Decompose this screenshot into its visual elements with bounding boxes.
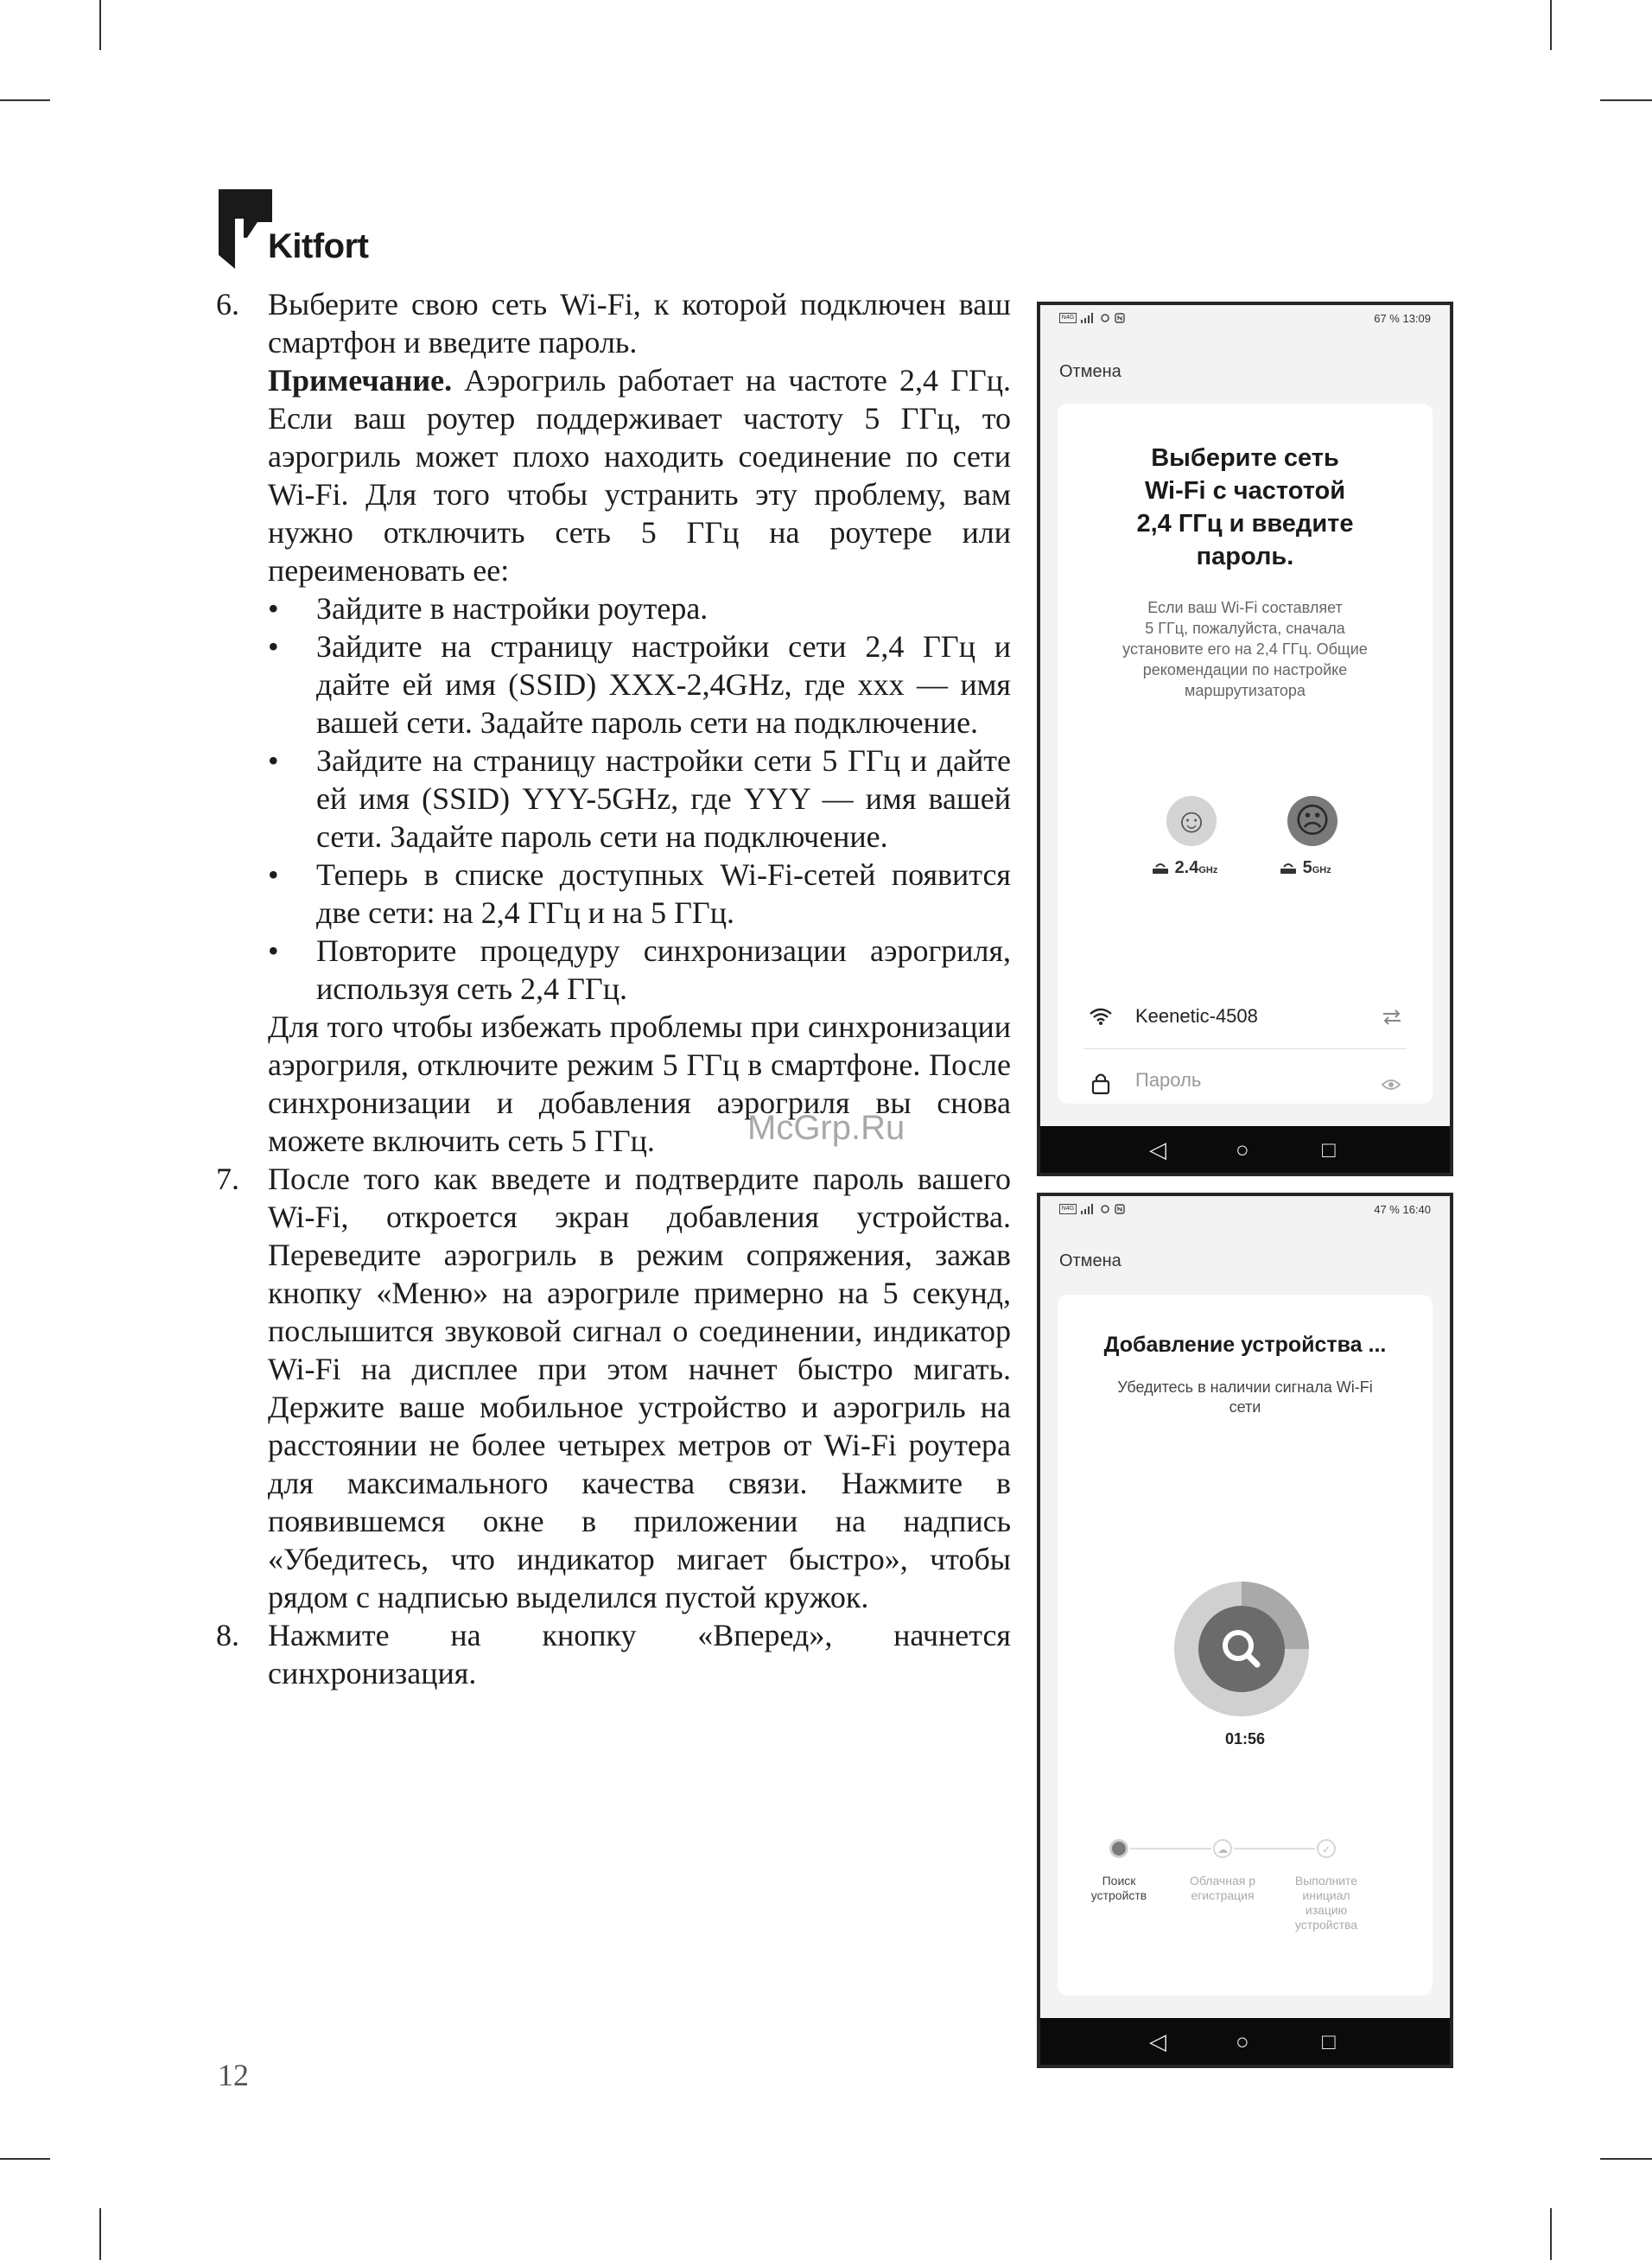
step-label-line: Поиск	[1102, 1874, 1136, 1888]
logo-text: Kitfort	[268, 227, 369, 265]
card-title-line: 2,4 ГГц и введите	[1136, 510, 1354, 538]
bullet-list	[268, 589, 1011, 1008]
pairing-steps	[1090, 1837, 1381, 1932]
add-device-card	[1058, 1295, 1433, 1996]
home-button[interactable]: ○	[1236, 2028, 1249, 2054]
phone-screenshot-wifi-select	[1037, 302, 1453, 1176]
bullet-text: Повторите процедуру синхронизации аэрогриля, используя сеть 2,4 ГГц.	[316, 933, 1011, 1006]
list-item	[268, 856, 1011, 932]
bullet-text: Теперь в списке доступных Wi-Fi-сетей появится две сети: на 2,4 ГГц и на 5 ГГц.	[316, 857, 1011, 930]
band-5ghz	[1279, 858, 1331, 878]
card-title: Добавление устройства ...	[1103, 1333, 1387, 1357]
bullet-mark: •	[268, 857, 279, 892]
nav-bar	[1040, 1126, 1450, 1173]
card-subtitle	[1092, 1378, 1398, 1417]
bullet-mark: •	[268, 743, 279, 778]
status-battery-time: 47 % 16:40	[1374, 1203, 1431, 1216]
band-24ghz	[1151, 858, 1217, 878]
step-label	[1283, 1874, 1369, 1932]
subtitle-line: Если ваш Wi-Fi составляет	[1147, 599, 1343, 616]
bullet-text: Зайдите на страницу настройки сети 2,4 ГГц и дайте ей имя (SSID) XXX-2,4GHz, где xxx — имя вашей сети. Задайте пароль сети на подключение.	[316, 629, 1011, 740]
status-battery-time: 67 % 13:09	[1374, 312, 1431, 325]
step-label-line: инициал	[1302, 1888, 1350, 1902]
subtitle-line: Убедитесь в наличии сигнала Wi-Fi	[1117, 1378, 1373, 1396]
band-value: 5	[1302, 858, 1312, 877]
recent-apps-button[interactable]: □	[1322, 2028, 1336, 2054]
step-connector	[1130, 1848, 1211, 1849]
step-outro: Для того чтобы избежать проблемы при синхронизации аэрогриля, отключите режим 5 ГГц в смартфоне. После синхронизации и добавления аэрогриля вы снова можете включить сеть 5 ГГц.	[268, 1009, 1011, 1158]
step-6	[216, 285, 1011, 1160]
step-connector	[1234, 1848, 1315, 1849]
cancel-button[interactable]: Отмена	[1059, 1251, 1121, 1270]
card-title-line: Wi-Fi с частотой	[1144, 477, 1346, 505]
lock-icon	[1090, 1071, 1111, 1095]
eye-icon[interactable]	[1381, 1078, 1401, 1092]
step-8	[216, 1616, 1011, 1692]
wifi-network-name: Keenetic-4508	[1135, 1005, 1258, 1027]
card-title-line: Выберите сеть	[1151, 444, 1339, 472]
page-number: 12	[218, 2058, 249, 2092]
bullet-mark: •	[268, 591, 279, 626]
watermark: McGrp.Ru	[747, 1109, 905, 1147]
list-item	[268, 742, 1011, 856]
crop-mark	[1600, 99, 1652, 101]
status-icons-left	[1059, 313, 1125, 323]
step-dot-active	[1109, 1839, 1128, 1858]
step-label-line: устройств	[1090, 1888, 1147, 1902]
step-number: 7.	[216, 1162, 239, 1196]
band-value: 2.4	[1174, 858, 1199, 877]
password-field	[1083, 1066, 1407, 1109]
card-subtitle	[1101, 597, 1389, 701]
back-button[interactable]: ◁	[1149, 2028, 1166, 2054]
subtitle-line: сети	[1229, 1398, 1261, 1416]
cancel-button[interactable]: Отмена	[1059, 362, 1121, 381]
band-unit: GHz	[1312, 865, 1331, 875]
step-7	[216, 1160, 1011, 1616]
subtitle-line: 5 ГГц, пожалуйста, сначала	[1145, 620, 1345, 637]
home-button[interactable]: ○	[1236, 1136, 1249, 1162]
search-spinner	[1174, 1582, 1309, 1716]
wifi-icon	[1089, 1007, 1113, 1026]
note-paragraph	[268, 361, 1011, 589]
step-label-line: устройства	[1294, 1918, 1358, 1932]
step-label-line: Выполните	[1294, 1874, 1358, 1888]
status-icons-left	[1059, 1204, 1125, 1214]
sad-face-icon: ☹	[1287, 796, 1337, 846]
subtitle-line: маршрутизатора	[1185, 682, 1306, 699]
signal-icon	[1080, 313, 1096, 323]
subtitle-line: рекомендации по настройке	[1142, 661, 1348, 678]
crop-mark	[0, 2158, 50, 2160]
crop-mark	[0, 99, 50, 101]
list-item	[268, 589, 1011, 627]
phone-screenshot-add-device	[1037, 1193, 1453, 2068]
search-icon	[1198, 1606, 1285, 1692]
spinner-core	[1198, 1606, 1285, 1692]
router-icon	[1151, 861, 1170, 875]
band-unit: GHz	[1198, 865, 1218, 875]
cloud-icon: ☁	[1213, 1839, 1232, 1858]
notification-icon	[1099, 1204, 1111, 1214]
instructions	[216, 285, 1011, 1692]
happy-face-icon: ☺	[1166, 796, 1217, 846]
nav-bar	[1040, 2018, 1450, 2065]
network-type-icon: N4G	[1059, 313, 1077, 323]
step-number: 6.	[216, 287, 239, 321]
status-bar	[1040, 305, 1450, 334]
nfc-icon	[1115, 313, 1125, 323]
list-item	[268, 627, 1011, 742]
note-label: Примечание.	[268, 363, 453, 398]
subtitle-line: установите его на 2,4 ГГц. Общие	[1122, 640, 1368, 658]
countdown-timer: 01:56	[1224, 1730, 1266, 1748]
bullet-text: Зайдите на страницу настройки сети 5 ГГц и дайте ей имя (SSID) YYY-5GHz, где YYY — имя вашей сети. Задайте пароль сети на подключение.	[316, 743, 1011, 854]
crop-mark	[99, 0, 101, 50]
nfc-icon	[1115, 1204, 1125, 1214]
recent-apps-button[interactable]: □	[1322, 1136, 1336, 1162]
card-title	[1058, 442, 1433, 573]
crop-mark	[1550, 0, 1552, 50]
bullet-mark: •	[268, 933, 279, 968]
step-label-line: егистрация	[1191, 1888, 1255, 1902]
crop-mark	[1600, 2158, 1652, 2160]
status-bar	[1040, 1196, 1450, 1225]
crop-mark	[1550, 2208, 1552, 2260]
signal-icon	[1080, 1204, 1096, 1214]
step-label-line: Облачная р	[1190, 1874, 1255, 1888]
step-label	[1076, 1874, 1162, 1903]
check-icon: ✓	[1317, 1839, 1336, 1858]
list-item	[268, 932, 1011, 1008]
card-title-line: пароль.	[1196, 543, 1294, 570]
step-label	[1179, 1874, 1266, 1903]
step-text: Нажмите на кнопку «Вперед», начнется синхронизация.	[268, 1618, 1011, 1690]
step-text: После того как введете и подтвердите пароль вашего Wi-Fi, откроется экран добавления устройства. Переведите аэрогриль в режим сопряжения, зажав кнопку «Меню» на аэрогриле примерно на 5 секунд, послышится звуковой сигнал о соединении, индикатор Wi-Fi на дисплее при этом начнет быстро мигать. Держите ваше мобильное устройство и аэрогриль на расстоянии не более четырех метров от Wi-Fi роутера для максимального качества связи. Нажмите в появившемся окне в приложении на надпись «Убедитесь, что индикатор мигает быстро», чтобы рядом с надписью выделился пустой кружок.	[268, 1162, 1011, 1614]
network-type-icon: N4G	[1059, 1204, 1077, 1214]
back-button[interactable]: ◁	[1149, 1136, 1166, 1162]
notification-icon	[1099, 313, 1111, 323]
wifi-card	[1058, 404, 1433, 1104]
step-label-line: изацию	[1305, 1903, 1348, 1917]
note-text: Аэрогриль работает на частоте 2,4 ГГц. Если ваш роутер поддерживает частоту 5 ГГц, то аэрогриль может плохо находить соединение по сети Wi-Fi. Для того чтобы устранить эту проблему, вам нужно отключить сеть 5 ГГц на роутере или переименовать ее:	[268, 363, 1011, 588]
bullet-mark: •	[268, 629, 279, 664]
crop-mark	[99, 2208, 101, 2260]
step-number: 8.	[216, 1618, 239, 1652]
step-intro: Выберите свою сеть Wi-Fi, к которой подключен ваш смартфон и введите пароль.	[268, 287, 1011, 360]
wifi-network-field[interactable]	[1083, 991, 1407, 1049]
switch-network-icon[interactable]	[1381, 1009, 1403, 1026]
bullet-text: Зайдите в настройки роутера.	[316, 591, 708, 626]
router-icon	[1279, 861, 1298, 875]
password-input[interactable]	[1135, 1069, 1360, 1092]
